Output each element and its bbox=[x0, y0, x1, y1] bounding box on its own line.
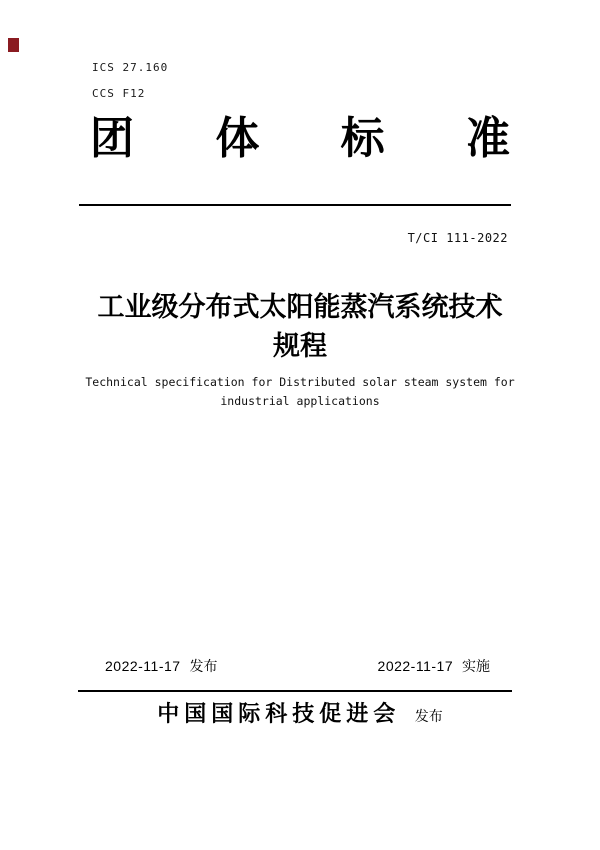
implementation-date bbox=[378, 656, 490, 676]
standard-type-char: 体 bbox=[215, 114, 260, 163]
publisher-row bbox=[0, 697, 600, 728]
publisher-action-label: 发布 bbox=[414, 708, 443, 724]
issue-date-value: 2022-11-17 bbox=[105, 658, 181, 674]
standard-type-char: 标 bbox=[340, 114, 385, 163]
title-chinese-line1: 工业级分布式太阳能蒸汽系统技术 bbox=[97, 292, 503, 322]
standard-type-char: 团 bbox=[90, 114, 134, 163]
scan-corner-mark bbox=[8, 38, 19, 52]
title-chinese bbox=[0, 288, 600, 366]
ccs-code: CCS F12 bbox=[92, 87, 146, 100]
implementation-date-label: 实施 bbox=[462, 658, 490, 674]
standard-type-title bbox=[90, 114, 510, 164]
classification-codes bbox=[92, 61, 168, 113]
title-english-line1: Technical specification for Distributed solar steam system for bbox=[85, 375, 515, 389]
title-english bbox=[0, 373, 600, 411]
issue-date bbox=[105, 656, 217, 676]
footer-rule bbox=[78, 690, 512, 692]
standard-type-char: 准 bbox=[465, 114, 510, 163]
ics-code: ICS 27.160 bbox=[92, 61, 169, 74]
standard-number: T/CI 111-2022 bbox=[407, 231, 508, 245]
title-chinese-line2: 规程 bbox=[273, 331, 327, 361]
publisher-name: 中国国际科技促进会 bbox=[157, 701, 401, 726]
title-english-line2: industrial applications bbox=[220, 394, 380, 408]
implementation-date-value: 2022-11-17 bbox=[377, 658, 454, 674]
issue-date-label: 发布 bbox=[189, 658, 218, 674]
date-row bbox=[105, 656, 490, 676]
header-rule bbox=[79, 204, 511, 206]
